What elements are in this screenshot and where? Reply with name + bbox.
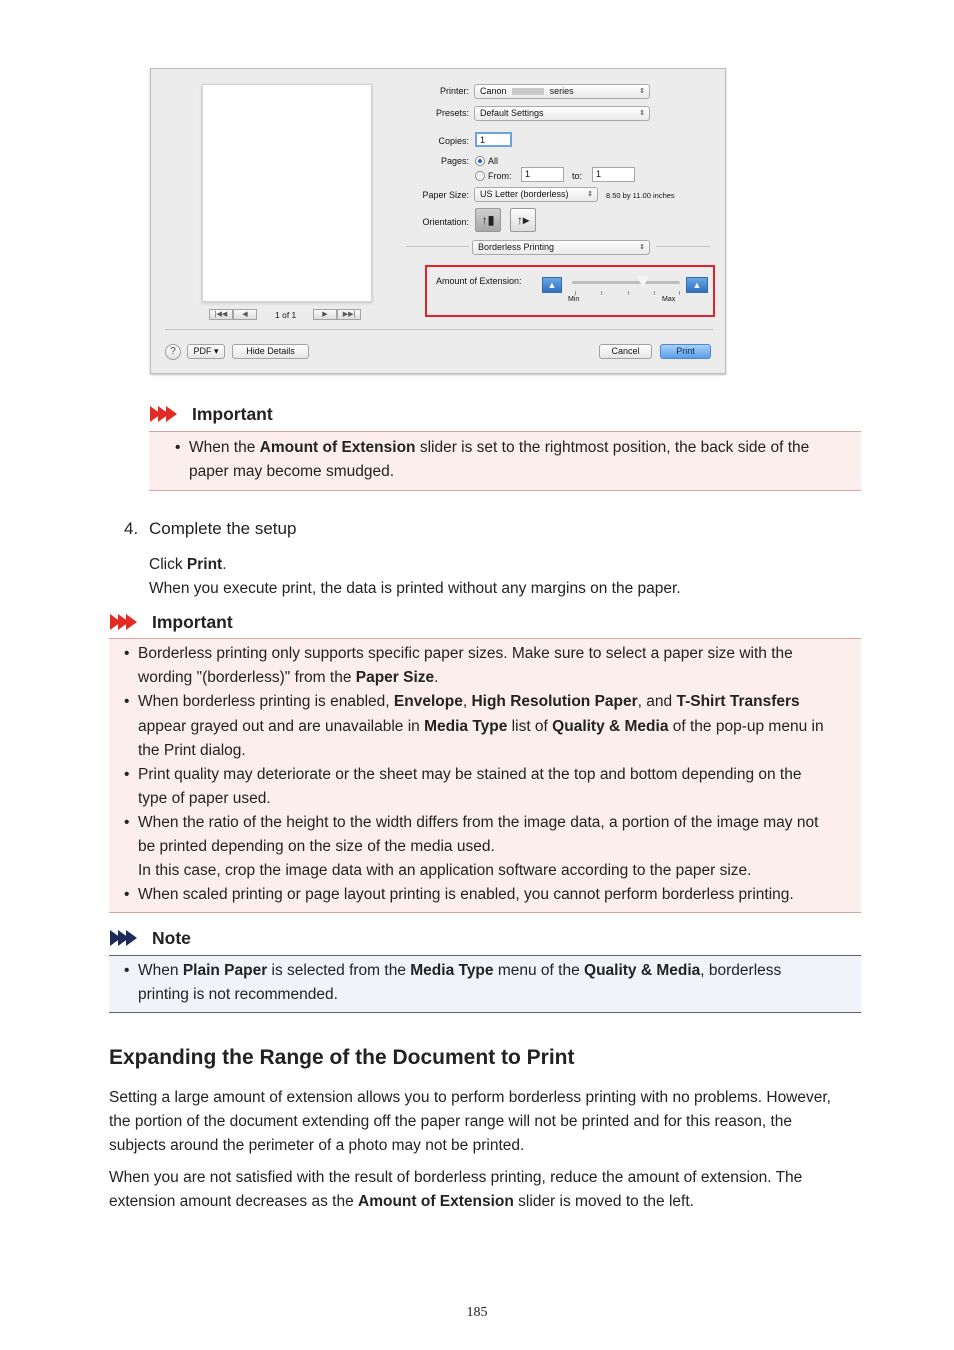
important2-b4-l3: In this case, crop the image data with an application software according to the paper size. <box>138 862 752 879</box>
slider-max-label: Max <box>662 296 676 303</box>
step-click-line: Click Print. <box>149 556 227 573</box>
updown-arrow-icon: ⇕ <box>587 191 593 198</box>
cancel-button[interactable]: Cancel <box>599 344 652 359</box>
important1-line-2: paper may become smudged. <box>189 463 395 480</box>
max-extension-icon: ▲ <box>686 277 708 293</box>
section-value: Borderless Printing <box>478 242 555 252</box>
important2-b2-l3: the Print dialog. <box>138 742 246 759</box>
note-line-1: When Plain Paper is selected from the Media Type menu of the Quality & Media, borderless <box>138 962 782 979</box>
step-number: 4. <box>124 519 139 538</box>
important-icon <box>150 406 174 422</box>
section-p2-l2: extension amount decreases as the Amount of Extension slider is moved to the left. <box>109 1193 694 1210</box>
printer-suffix: series <box>549 86 574 96</box>
min-extension-icon: ▲ <box>542 277 562 293</box>
page-preview <box>202 84 372 302</box>
important1-line-1: When the Amount of Extension slider is set to the rightmost position, the back side of the <box>189 439 810 456</box>
extension-label: Amount of Extension: <box>436 276 522 286</box>
slider-min-label: Min <box>568 296 580 303</box>
section-heading: Expanding the Range of the Document to Print <box>109 1046 575 1069</box>
important2-b2-l2: appear grayed out and are unavailable in Media Type list of Quality & Media of the pop-up menu in <box>138 718 824 735</box>
pages-from-label: From: <box>488 171 512 181</box>
important2-b4-l1: When the ratio of the height to the width differs from the image data, a portion of the image may not <box>138 814 819 831</box>
separator-right <box>656 246 710 247</box>
extension-slider-thumb[interactable] <box>637 276 649 288</box>
note-title: Note <box>152 928 191 948</box>
last-page-button[interactable]: ▶▶| <box>337 309 361 320</box>
important2-b5-l1: When scaled printing or page layout printing is enabled, you cannot perform borderless printing. <box>138 886 794 903</box>
help-button[interactable]: ? <box>165 344 181 360</box>
important2-b4-l2: be printed depending on the size of the media used. <box>138 838 495 855</box>
paper-size-value: US Letter (borderless) <box>480 189 569 199</box>
paper-size-dims: 8.50 by 11.00 inches <box>606 191 675 200</box>
section-p1-l3: subjects around the perimeter of a photo may not be printed. <box>109 1137 525 1154</box>
preview-nav-forward[interactable] <box>313 309 361 321</box>
important2-b3-l2: type of paper used. <box>138 790 271 807</box>
bullet-dot: • <box>124 814 130 831</box>
pages-from-radio[interactable] <box>475 171 485 181</box>
page-number: 185 <box>466 1305 488 1320</box>
pages-all-label: All <box>488 156 499 166</box>
pages-label: Pages: <box>440 156 469 166</box>
extension-highlight-box <box>425 265 715 317</box>
presets-popup[interactable] <box>474 106 650 121</box>
important-title-2: Important <box>152 612 233 632</box>
note-icon <box>110 930 134 946</box>
prev-page-button[interactable]: ◀ <box>233 309 257 320</box>
section-popup[interactable] <box>472 240 650 255</box>
important-title-1: Important <box>192 404 273 424</box>
slider-tick <box>654 291 655 295</box>
updown-arrow-icon: ⇕ <box>639 88 645 95</box>
paper-size-popup[interactable] <box>474 187 598 202</box>
pages-from-field[interactable]: 1 <box>521 167 564 182</box>
presets-value: Default Settings <box>480 108 544 118</box>
step-title: Complete the setup <box>149 519 297 538</box>
pdf-button[interactable]: PDF ▾ <box>187 344 225 359</box>
copies-label: Copies: <box>438 136 469 146</box>
important2-b2-l1: When borderless printing is enabled, Envelope, High Resolution Paper, and T-Shirt Transfers <box>138 693 800 710</box>
updown-arrow-icon: ⇕ <box>639 244 645 251</box>
important2-b1-l1: Borderless printing only supports specific paper sizes. Make sure to select a paper size with the <box>138 645 793 662</box>
pages-all-radio[interactable] <box>475 156 485 166</box>
orientation-label: Orientation: <box>422 217 469 227</box>
copies-field[interactable]: 1 <box>475 132 512 147</box>
portrait-orientation-button[interactable]: ↑▮ <box>475 208 501 232</box>
page-count: 1 of 1 <box>275 310 297 320</box>
section-p1-l2: the portion of the document extending off the paper range will not be printed and for this reason, the <box>109 1113 793 1130</box>
slider-tick <box>679 291 680 295</box>
printer-value: Canon <box>480 86 507 96</box>
bullet-dot: • <box>124 766 130 783</box>
print-dialog-screenshot <box>150 68 726 374</box>
separator-left <box>406 246 469 247</box>
note-line-2: printing is not recommended. <box>138 986 338 1003</box>
bullet-dot: • <box>124 645 130 662</box>
step-description: When you execute print, the data is printed without any margins on the paper. <box>149 580 681 597</box>
slider-tick <box>601 291 602 295</box>
printer-label: Printer: <box>439 86 469 96</box>
bullet-dot: • <box>124 693 130 710</box>
section-p1-l1: Setting a large amount of extension allows you to perform borderless printing with no problems. However, <box>109 1089 831 1106</box>
landscape-orientation-button[interactable]: ↑▸ <box>510 208 536 232</box>
bottom-separator <box>165 329 713 330</box>
slider-tick <box>575 291 576 295</box>
section-p2-l1: When you are not satisfied with the result of borderless printing, reduce the amount of extension. The <box>109 1169 803 1186</box>
slider-tick <box>628 291 629 295</box>
bullet-dot: • <box>124 962 130 979</box>
preview-nav-back[interactable] <box>209 309 257 321</box>
extension-slider[interactable] <box>572 281 680 284</box>
next-page-button[interactable]: ▶ <box>313 309 337 320</box>
hide-details-button[interactable]: Hide Details <box>232 344 309 359</box>
presets-label: Presets: <box>435 108 469 118</box>
printer-popup[interactable] <box>474 84 650 99</box>
paper-size-label: Paper Size: <box>422 190 469 200</box>
pages-to-field[interactable]: 1 <box>592 167 635 182</box>
bullet-dot: • <box>124 886 130 903</box>
redacted-model <box>512 88 544 95</box>
important-icon <box>110 614 134 630</box>
pages-to-label: to: <box>572 171 583 181</box>
important2-b3-l1: Print quality may deteriorate or the sheet may be stained at the top and bottom depending on the <box>138 766 802 783</box>
first-page-button[interactable]: |◀◀ <box>209 309 233 320</box>
updown-arrow-icon: ⇕ <box>639 110 645 117</box>
important2-b1-l2: wording "(borderless)" from the Paper Size. <box>138 669 439 686</box>
print-button[interactable]: Print <box>660 344 711 359</box>
bullet-dot: • <box>175 439 181 456</box>
